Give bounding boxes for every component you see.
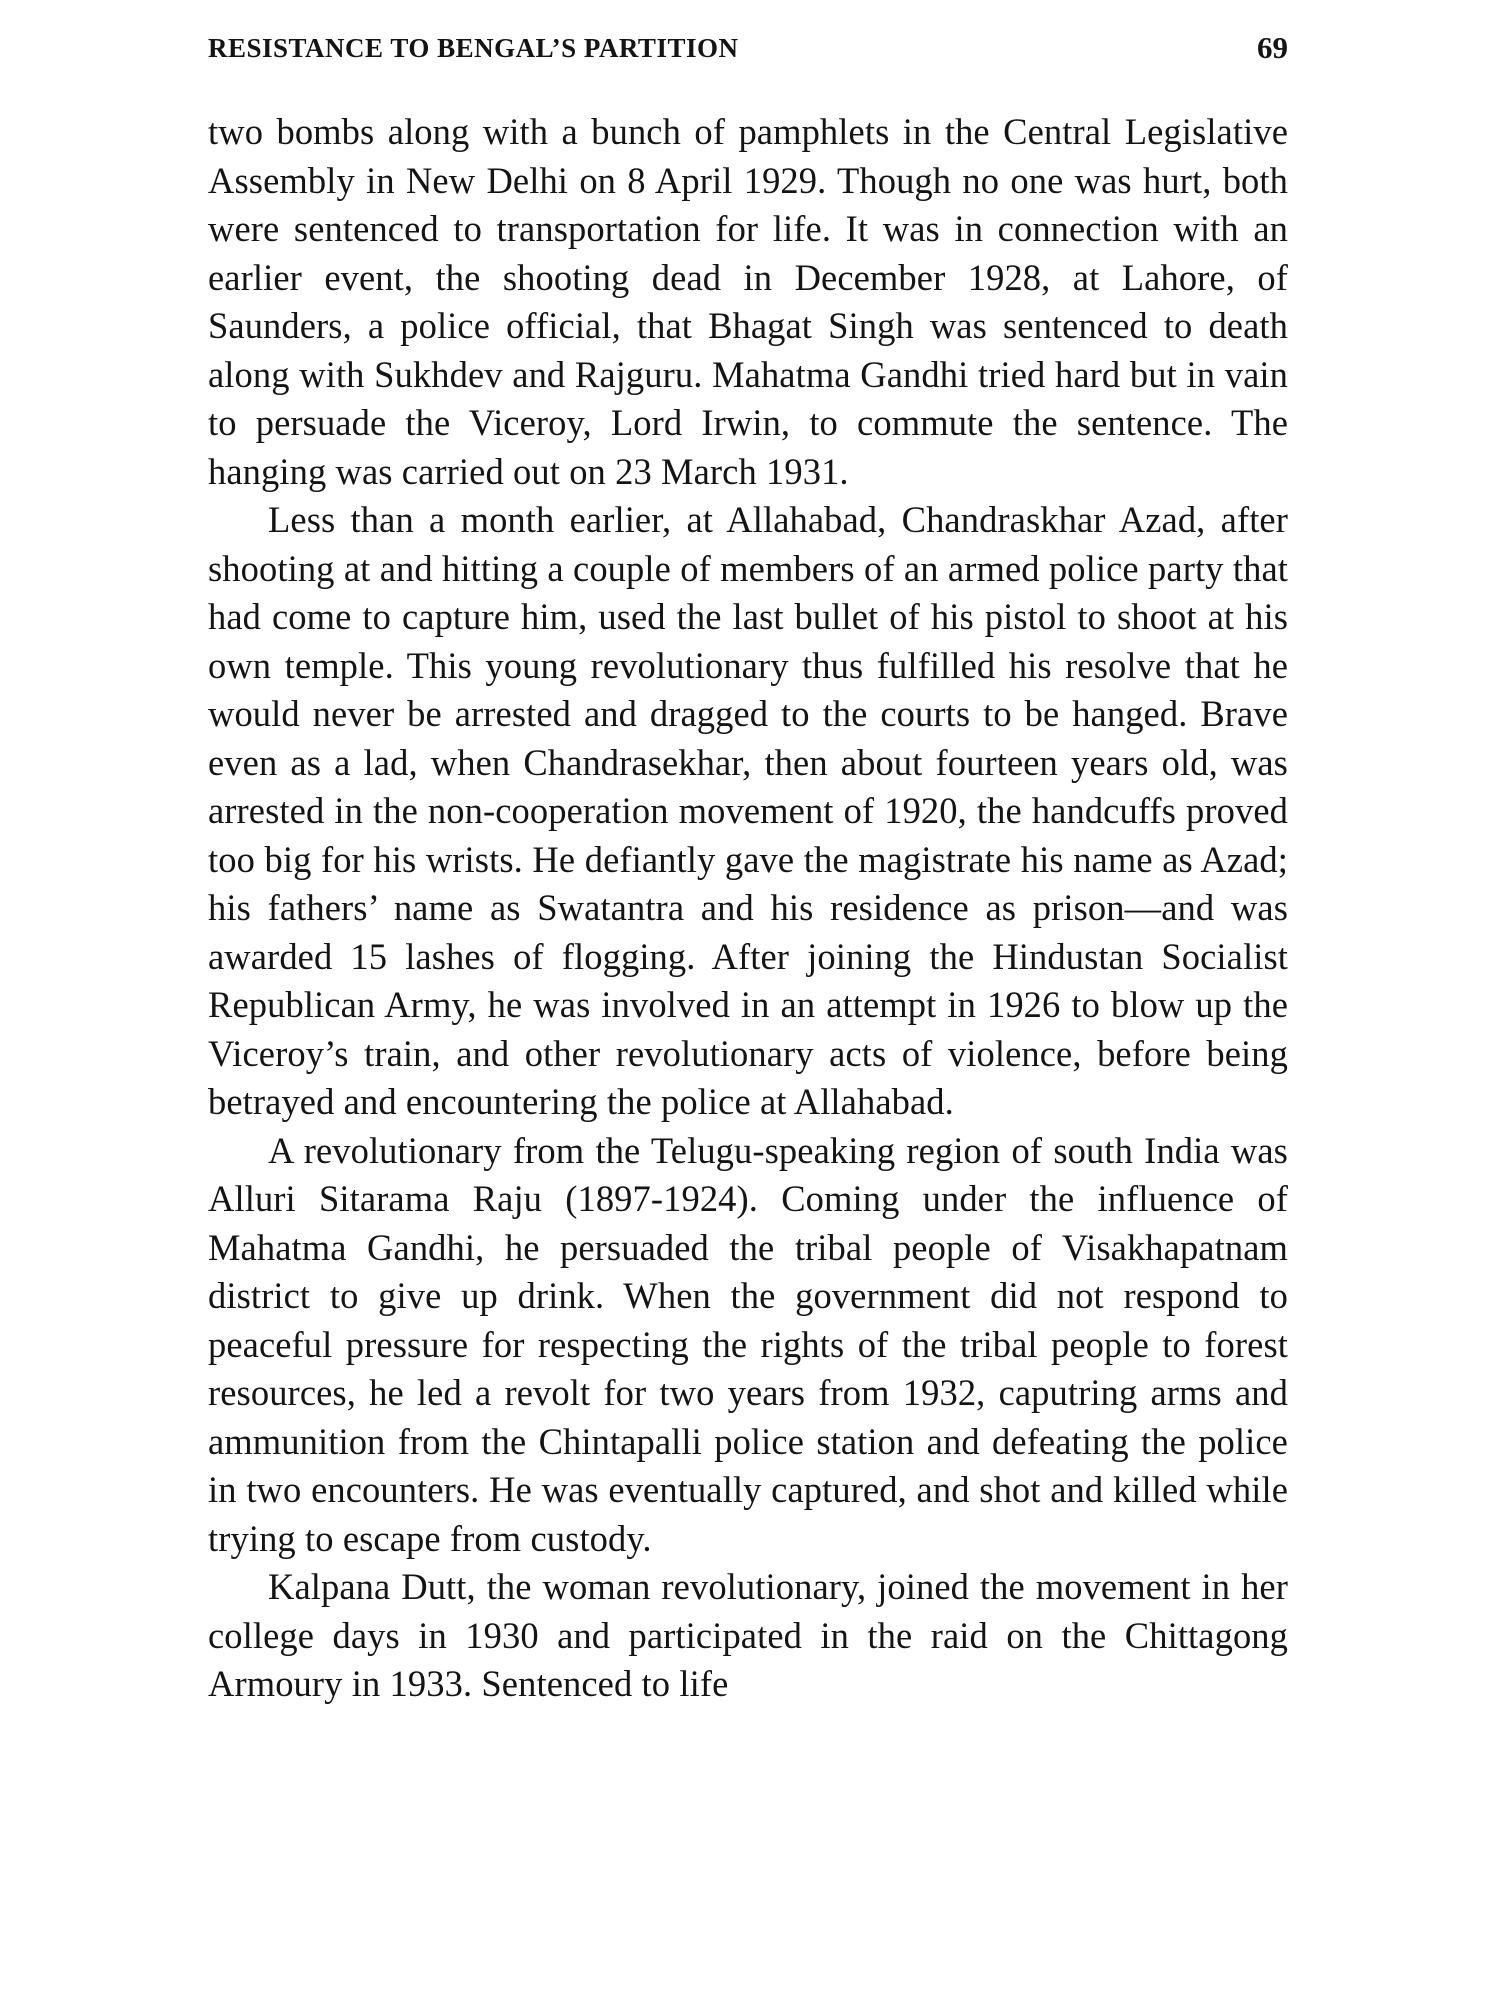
body-text [208,108,1288,1709]
running-header [208,28,1288,68]
paragraph-alluri-sitarama-raju: A revolutionary from the Telugu-speaking region of south India was Alluri Sitarama Raju (1897-1924). Coming under the influence of Mahatma Gandhi, he persuaded the tribal people of Visakhapatnam district to give up drink. When the government did not respond to peaceful pressure for respecting the rights of the tribal people to forest resources, he led a revolt for two years from 1932, caputring arms and ammunition from the Chintapalli police station and defeating the police in two encounters. He was eventually captured, and shot and killed while trying to escape from custody. [208,1129,1288,1559]
page-number: 69 [1257,30,1288,65]
paragraph-kalpana-dutt: Kalpana Dutt, the woman revolutionary, joined the movement in her college days in 1930 and participated in the raid on the Chittagong Armoury in 1933. Sentenced to life [208,1566,1288,1704]
paragraph-chandrasekhar-azad: Less than a month earlier, at Allahabad, Chandraskhar Azad, after shooting at and hitting a couple of members of an armed police party that had come to capture him, used the last bullet of his pistol to shoot at his own temple. This young revolutionary thus fulfilled his resolve that he would never be arrested and dragged to the courts to be hanged. Brave even as a lad, when Chandrasekhar, then about fourteen years old, was arrested in the non-cooperation movement of 1920, the handcuffs proved too big for his wrists. He defiantly gave the magistrate his name as Azad; his fathers’ name as Swatantra and his residence as prison—and was awarded 15 lashes of flogging. After joining the Hindustan Socialist Republican Army, he was involved in an attempt in 1926 to blow up the Viceroy’s train, and other revolutionary acts of violence, before being betrayed and encountering the police at Allahabad. [208,499,1288,1122]
paragraph-bhagat-singh-continued: two bombs along with a bunch of pamphlets in the Central Legislative Assembly in New Delhi on 8 April 1929. Though no one was hurt, both were sentenced to transportation for life. It was in connection with an earlier event, the shooting dead in December 1928, at Lahore, of Saunders, a police official, that Bhagat Singh was sentenced to death along with Sukhdev and Rajguru. Mahatma Gandhi tried hard but in vain to persuade the Viceroy, Lord Irwin, to commute the sentence. The hanging was carried out on 23 March 1931. [208,111,1288,492]
chapter-running-title: RESISTANCE TO BENGAL’S PARTITION [208,33,739,63]
